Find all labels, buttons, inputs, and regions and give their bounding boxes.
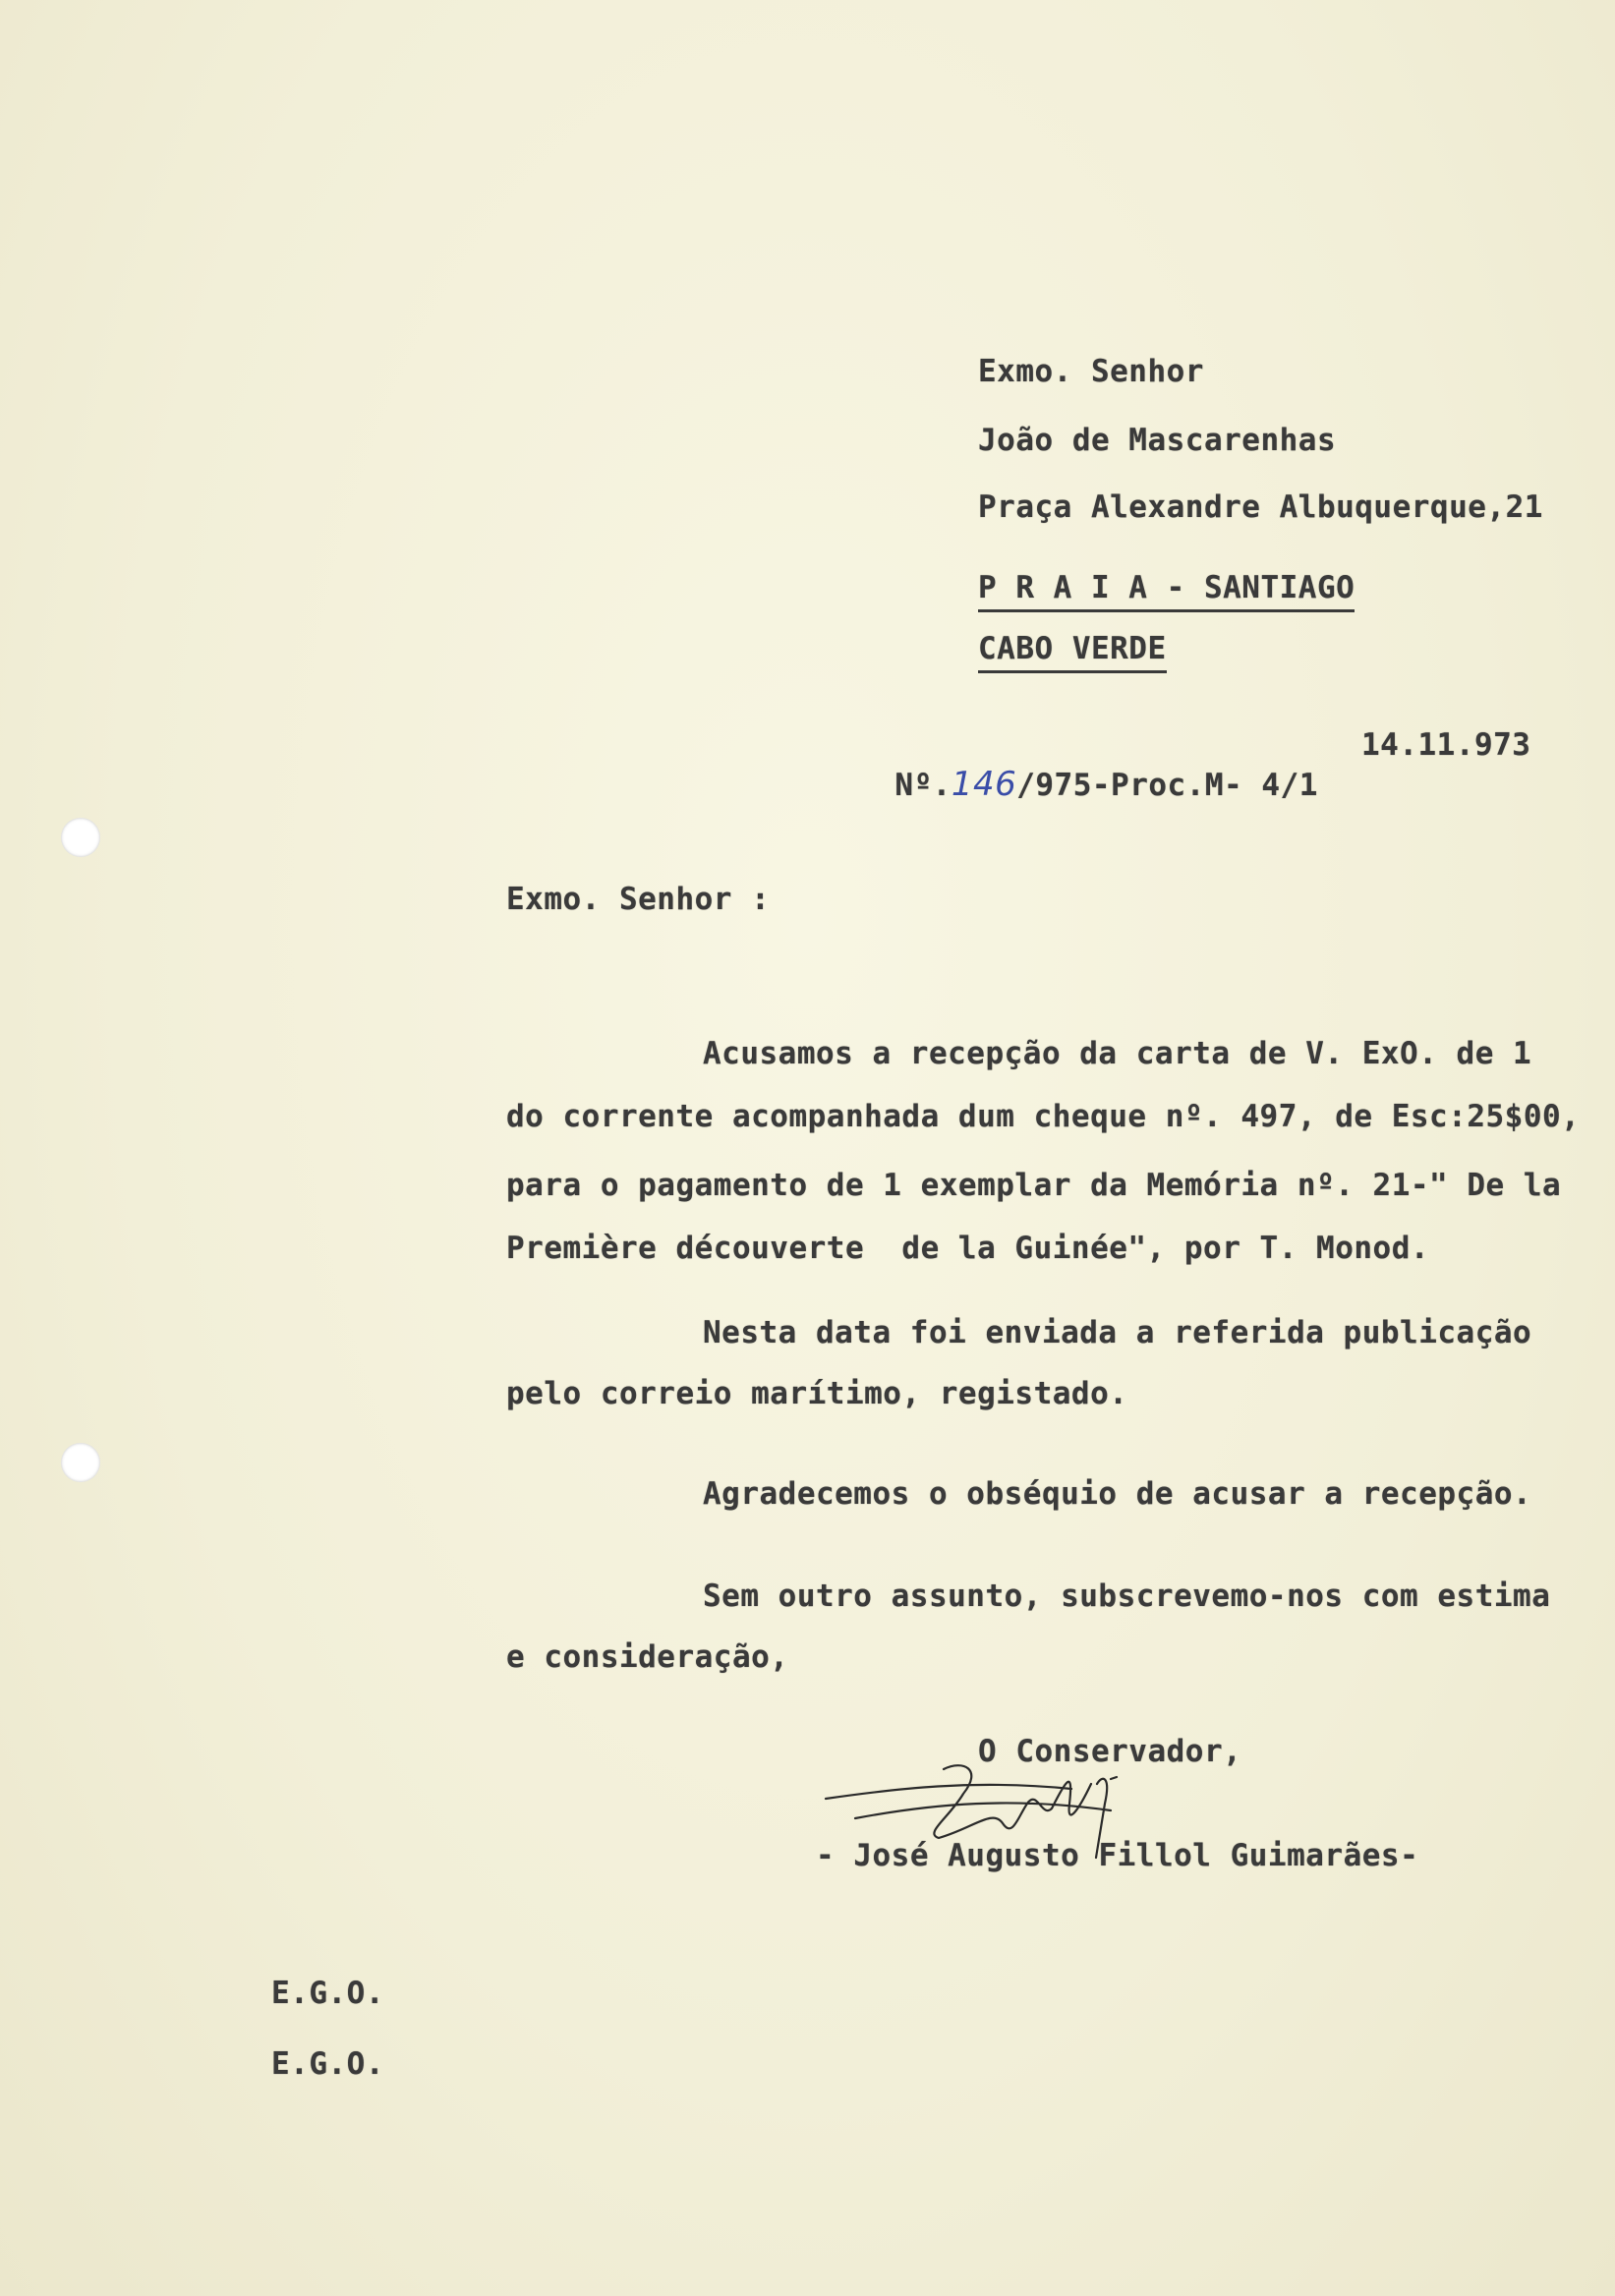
body-p1-line-3: para o pagamento de 1 exemplar da Memória nº. 21-" De la <box>506 1168 1562 1203</box>
punch-hole-bottom <box>61 1443 100 1482</box>
body-p1-line-2: do corrente acompanhada dum cheque nº. 497, de Esc:25$00, <box>506 1099 1581 1134</box>
recipient-country: CABO VERDE <box>978 629 1167 673</box>
greeting: Exmo. Senhor : <box>506 882 771 917</box>
closing-title: O Conservador, <box>978 1734 1242 1769</box>
closing-name: - José Augusto Fillol Guimarães- <box>816 1838 1419 1873</box>
reference-prefix: Nº. <box>894 768 952 803</box>
reference-date: 14.11.973 <box>1361 727 1531 763</box>
recipient-salutation: Exmo. Senhor <box>978 354 1204 389</box>
reference-handwritten-number: 146 <box>951 765 1017 804</box>
recipient-street: Praça Alexandre Albuquerque,21 <box>978 489 1543 525</box>
footer-code-2: E.G.O. <box>271 2046 384 2082</box>
body-p2-line-1: Nesta data foi enviada a referida publicação <box>703 1315 1532 1350</box>
footer-code-1: E.G.O. <box>271 1976 384 2011</box>
body-p2-line-2: pelo correio marítimo, registado. <box>506 1376 1128 1411</box>
reference-suffix: /975-Proc.M- 4/1 <box>1016 768 1318 803</box>
reference-line <box>857 725 1318 805</box>
body-p3-line-1: Agradecemos o obséquio de acusar a recepção. <box>703 1476 1532 1512</box>
recipient-name: João de Mascarenhas <box>978 423 1337 458</box>
body-p4-line-1: Sem outro assunto, subscrevemo-nos com estima <box>703 1578 1551 1614</box>
body-p1-line-4: Première découverte de la Guinée", por T. Monod. <box>506 1231 1430 1266</box>
recipient-city: P R A I A - SANTIAGO <box>978 568 1355 612</box>
punch-hole-top <box>61 818 100 857</box>
body-p4-line-2: e consideração, <box>506 1639 789 1675</box>
body-p1-line-1: Acusamos a recepção da carta de V. ExO. de 1 <box>703 1036 1532 1071</box>
